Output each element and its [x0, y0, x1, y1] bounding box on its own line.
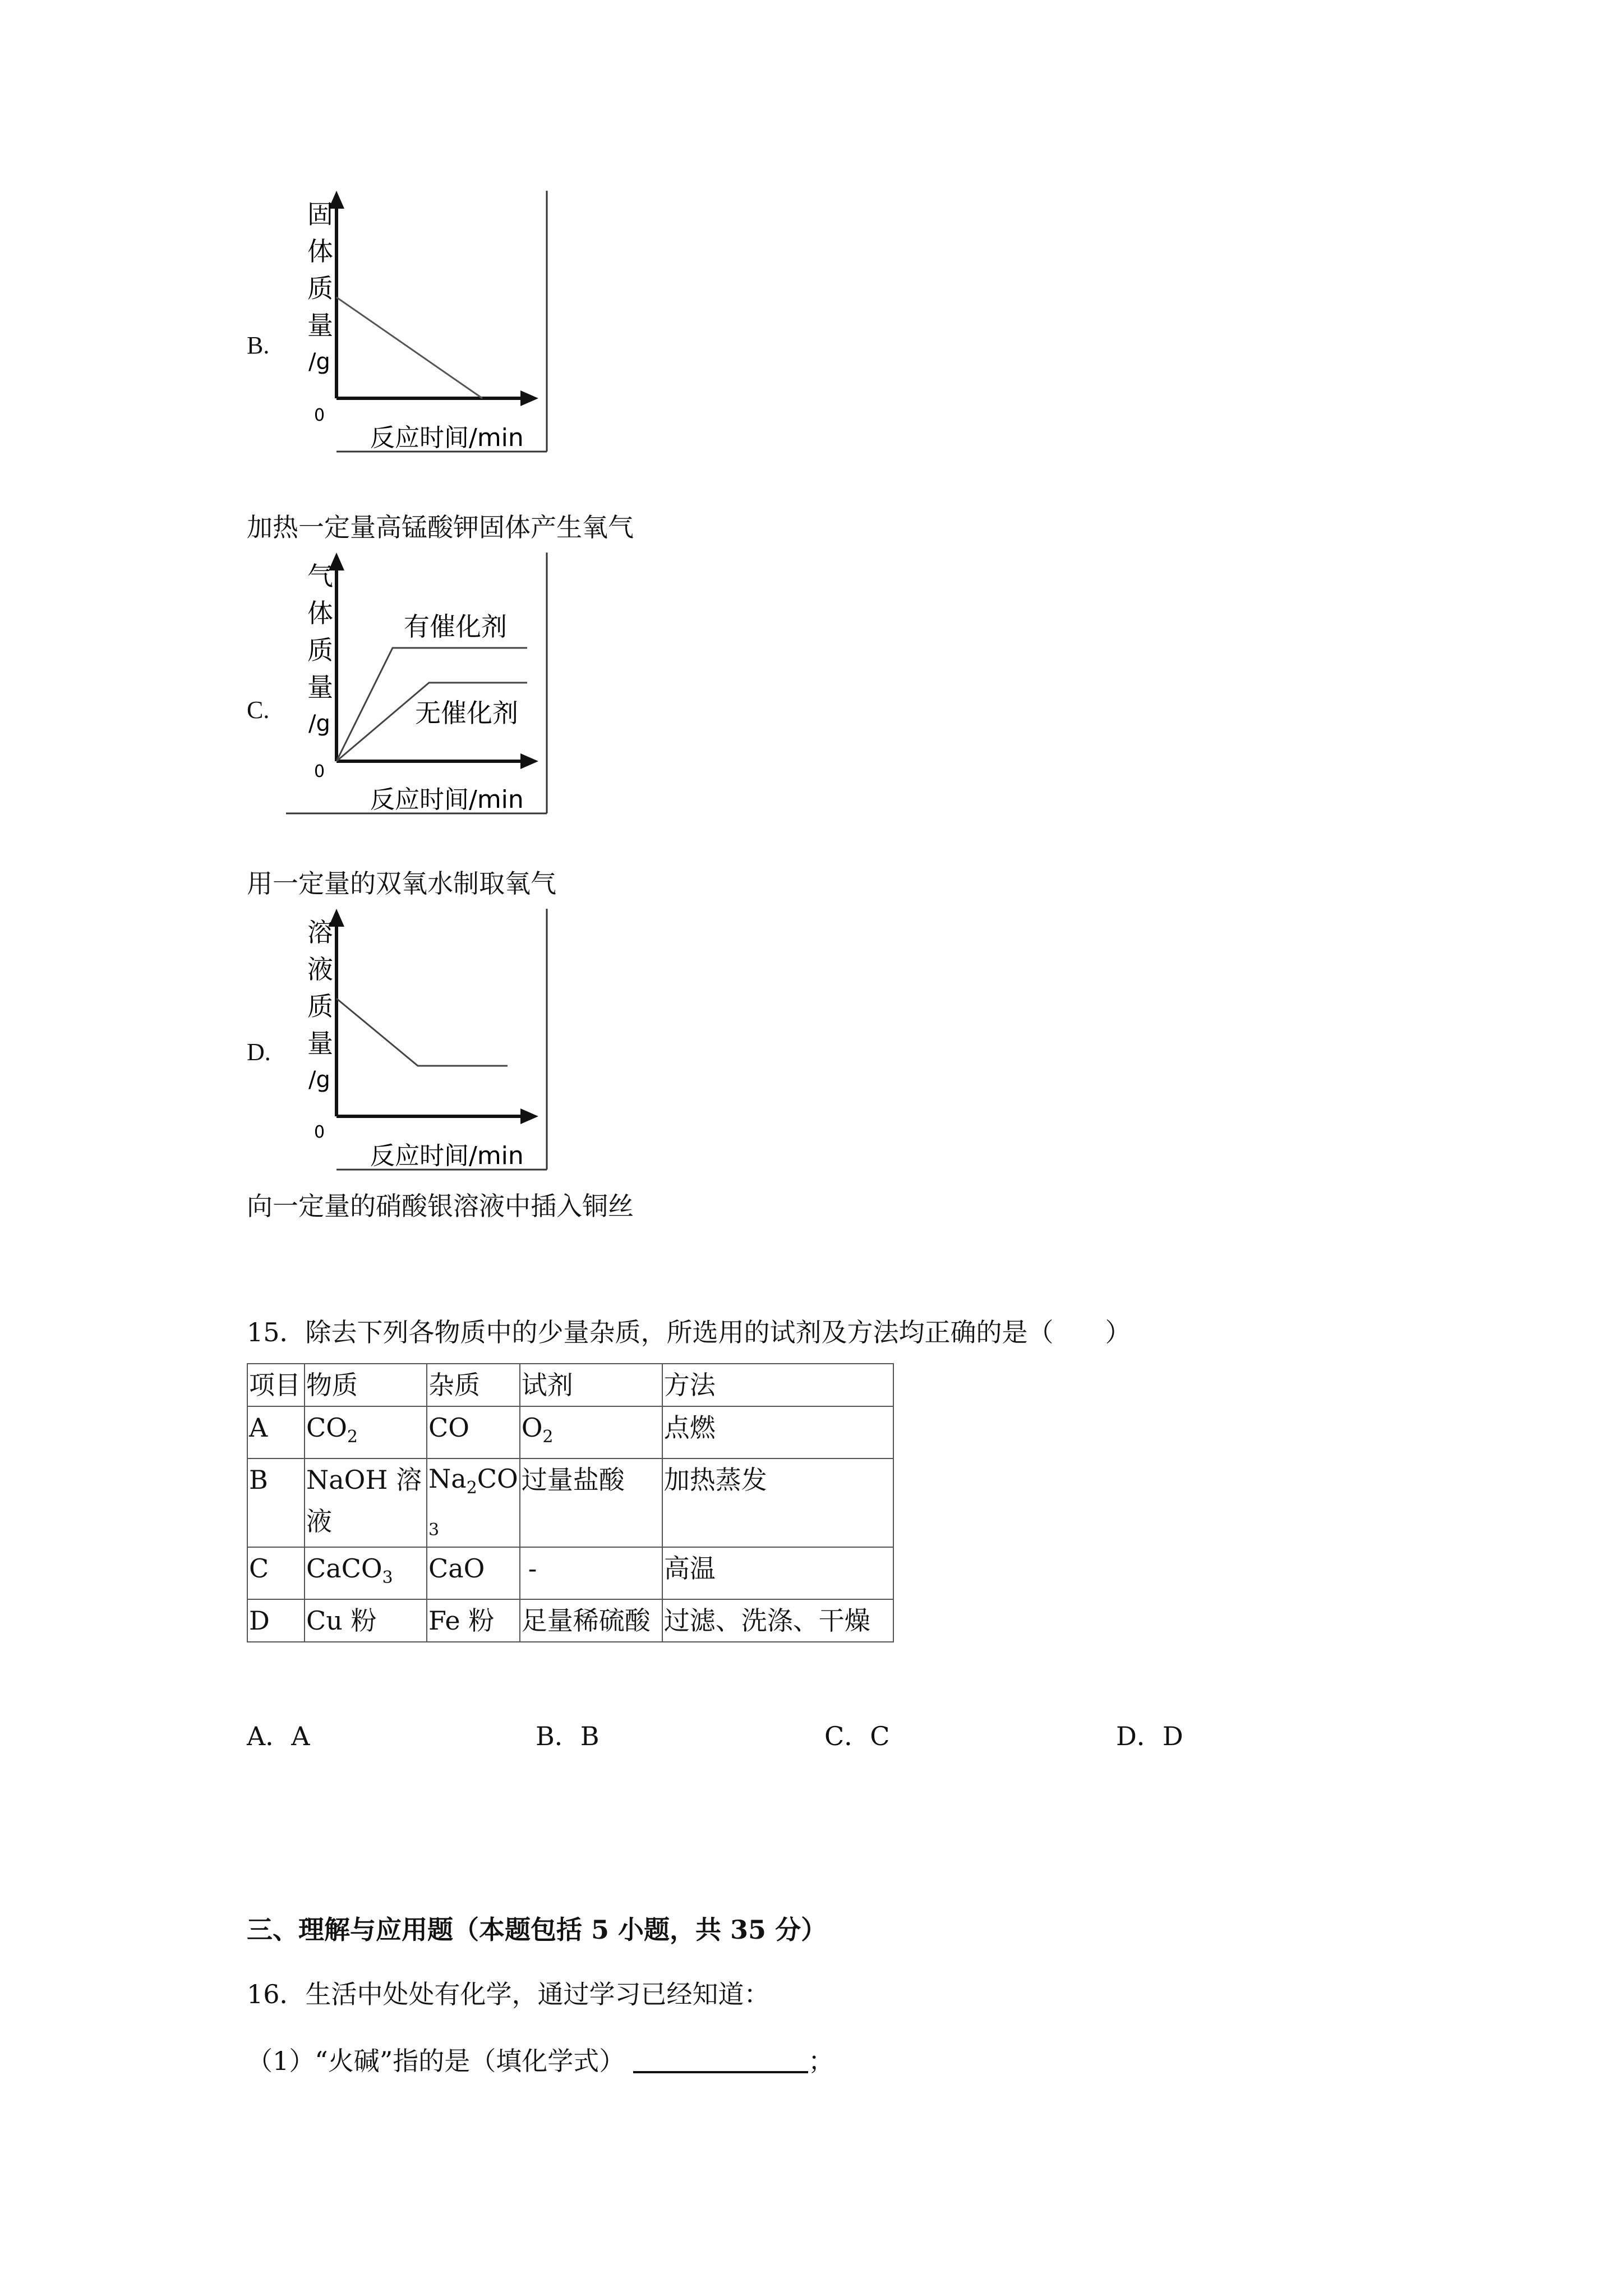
cell-reagent: 足量稀硫酸 — [520, 1599, 662, 1642]
cell-item: C — [247, 1547, 305, 1599]
section-heading: 三、理解与应用题（本题包括 5 小题，共 35 分） — [247, 1915, 827, 1945]
q16-part1-text: （1）“火碱”指的是（填化学式） — [247, 2046, 625, 2076]
cell-substance: NaOH 溶液 — [305, 1458, 427, 1547]
y-label-4: 量 — [307, 310, 333, 341]
y-label-1: 固 — [307, 199, 333, 229]
x-axis-arrow — [520, 390, 538, 406]
x-label: 反应时间/min — [370, 1142, 524, 1170]
cell-impurity: CaO — [427, 1547, 520, 1599]
graph-c — [286, 553, 555, 818]
y-label-3: 质 — [307, 991, 333, 1022]
cell-impurity: $Na_2CO$ $_3$ — [427, 1458, 520, 1547]
y-label-2: 体 — [307, 236, 333, 266]
cell-reagent: $O_2$ — [520, 1406, 662, 1458]
table-header-row — [247, 1364, 893, 1406]
q15-table — [247, 1363, 894, 1642]
q15-stem: 15．除去下列各物质中的少量杂质，所选用的试剂及方法均正确的是（ ） — [247, 1317, 1131, 1347]
cell-item: A — [247, 1406, 305, 1458]
answer-option-c[interactable]: C．C — [824, 1721, 890, 1751]
data-line — [336, 999, 508, 1066]
cell-substance: CaCO$_3$ — [305, 1547, 427, 1599]
answer-option-d[interactable]: D．D — [1116, 1721, 1183, 1751]
cell-method: 加热蒸发 — [662, 1458, 893, 1547]
cell-method: 点燃 — [662, 1406, 893, 1458]
q16-stem: 16．生活中处处有化学，通过学习已经知道： — [247, 1979, 770, 2009]
cell-item: D — [247, 1599, 305, 1642]
y-label-1: 气 — [307, 561, 333, 591]
cell-item: B — [247, 1458, 305, 1547]
option-d-caption: 向一定量的硝酸银溶液中插入铜丝 — [247, 1191, 634, 1221]
q16-part1 — [247, 2042, 834, 2078]
label-without-catalyst: 无催化剂 — [415, 698, 518, 728]
header-impurity: 杂质 — [427, 1364, 520, 1406]
y-label-unit: /g — [308, 349, 330, 375]
option-c-letter: C. — [247, 696, 270, 724]
option-b-caption: 加热一定量高锰酸钾固体产生氧气 — [247, 512, 634, 542]
origin-label: 0 — [314, 762, 325, 781]
table-row — [247, 1406, 893, 1458]
answer-option-a[interactable]: A．A — [247, 1721, 310, 1751]
y-label-unit: /g — [308, 1067, 330, 1093]
cell-substance: Cu 粉 — [305, 1599, 427, 1642]
y-label-4: 量 — [307, 672, 333, 702]
x-label: 反应时间/min — [370, 424, 524, 452]
x-axis-arrow — [520, 753, 538, 769]
option-c-caption: 用一定量的双氧水制取氧气 — [247, 868, 556, 899]
cell-reagent: - — [520, 1547, 662, 1599]
cell-method: 过滤、洗涤、干燥 — [662, 1599, 893, 1642]
y-label-2: 液 — [307, 954, 333, 984]
table-row — [247, 1599, 893, 1642]
y-label-1: 溶 — [307, 917, 333, 947]
header-item: 项目 — [247, 1364, 305, 1406]
header-reagent: 试剂 — [520, 1364, 662, 1406]
graph-b — [286, 191, 555, 457]
table-row — [247, 1458, 893, 1547]
cell-reagent: 过量盐酸 — [520, 1458, 662, 1547]
data-line — [336, 297, 482, 398]
option-d-letter: D. — [247, 1038, 271, 1066]
cell-substance: $CO_2$ — [305, 1406, 427, 1458]
origin-label: 0 — [314, 1122, 325, 1142]
cell-method: 高温 — [662, 1547, 893, 1599]
x-axis-arrow — [520, 1108, 538, 1124]
cell-impurity: CO — [427, 1406, 520, 1458]
answer-option-b[interactable]: B．B — [536, 1721, 600, 1751]
label-with-catalyst: 有催化剂 — [404, 611, 507, 642]
table-row — [247, 1547, 893, 1599]
answer-blank[interactable] — [633, 2042, 808, 2073]
origin-label: 0 — [314, 406, 325, 425]
cell-impurity: Fe 粉 — [427, 1599, 520, 1642]
header-substance: 物质 — [305, 1364, 427, 1406]
header-method: 方法 — [662, 1364, 893, 1406]
y-label-3: 质 — [307, 273, 333, 303]
y-label-3: 质 — [307, 635, 333, 665]
y-label-4: 量 — [307, 1028, 333, 1059]
y-label-2: 体 — [307, 598, 333, 628]
option-b-letter: B. — [247, 332, 270, 359]
q16-part1-end: ； — [808, 2046, 834, 2076]
x-label: 反应时间/min — [370, 785, 524, 814]
y-label-unit: /g — [308, 711, 330, 737]
graph-d — [286, 909, 555, 1175]
